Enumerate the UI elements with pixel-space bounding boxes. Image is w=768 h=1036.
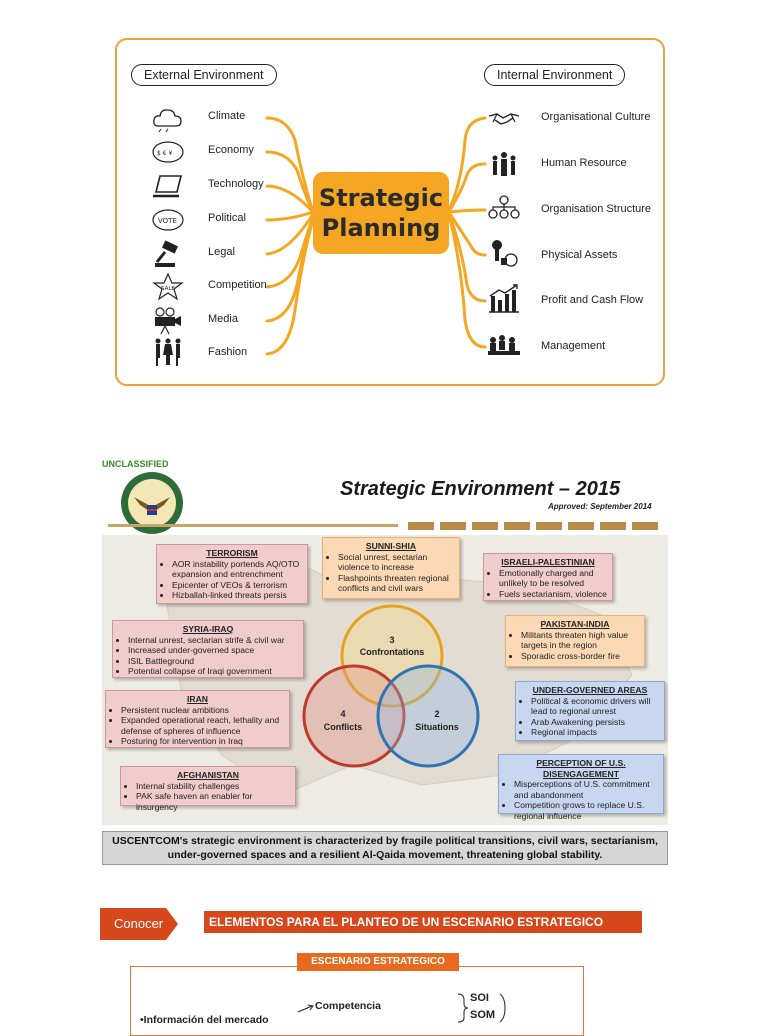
box-item: • Emotionally charged and unlikely to be resolved [499,568,607,589]
external-item-climate: Climate [208,110,246,122]
box-item: • Internal stability challenges [136,781,290,792]
box-item: • Persistent nuclear ambitions [121,705,284,716]
meeting-icon [487,332,521,362]
box-sunni-shia [322,537,460,599]
bottom-summary: USCENTCOM's strategic environment is characterized by fragile political transitions, civil wars, sectarianism, under-governed spaces and a resilient Al-Qaida movement, threatening global stability. [102,831,668,865]
venn-left-label: Conflicts [323,722,363,732]
gavel-icon [151,240,185,270]
box-item: • Flashpoints threaten regional conflicts and civil wars [338,573,454,594]
soi-label: SOI [470,992,489,1004]
header-rule [108,522,663,530]
conocer-text: Conocer [114,916,164,931]
box-item: • Posturing for intervention in Iraq [121,736,284,747]
box-israeli-palestinian [483,553,613,601]
box-syria-iraq [112,620,304,678]
box-item: • PAK safe haven an enabler for insurgency [136,791,290,812]
header-bar [204,911,642,933]
external-item-legal: Legal [208,246,235,258]
box-title: SUNNI-SHIA [365,541,417,551]
box-item: • Regional impacts [531,727,659,738]
venn-top-number: 3 [389,635,395,645]
box-terrorism [156,544,308,604]
box-item: • Social unrest, sectarian violence to increase [338,552,454,573]
venn-top-label: Confrontations [359,647,425,657]
box-item: • Hizballah-linked threats persis [172,590,302,601]
competencia-label: Competencia [315,1000,381,1012]
fashion-people-icon [151,337,185,367]
internal-environment-label: Internal Environment [484,64,625,86]
right-brace-icon [498,992,508,1024]
classification-label: UNCLASSIFIED [102,459,169,469]
center-line-2: Planning [321,214,441,242]
vote-icon-text: VOTE [158,217,177,225]
box-title: TERRORISM [206,548,258,558]
box-item: • Competition grows to replace U.S. regional influence [514,800,658,821]
sale-icon-text: SALE [161,286,175,292]
box-item: • AOR instability portends AQ/OTO expansion and entrenchment [172,559,302,580]
box-item: • ISIL Battleground [128,656,298,667]
center-line-1: Strategic [318,184,444,212]
box-item: • Potential collapse of Iraqi government [128,666,298,677]
box-item: • Internal unrest, sectarian strife & civil war [128,635,298,646]
box-item: • Misperceptions of U.S. commitment and abandonment [514,779,658,800]
box-pakistan-india [505,615,645,667]
external-item-political: Political [208,212,246,224]
laptop-icon [151,172,185,202]
external-item-fashion: Fashion [208,346,248,358]
strategic-planning-center [313,172,449,254]
org-chart-icon [487,194,521,224]
growth-chart-icon [487,284,521,314]
box-title: IRAN [186,694,208,704]
box-item: • Fuels sectarianism, violence [499,589,607,600]
sale-star-icon [151,272,185,302]
strategic-environment-slide [100,457,670,867]
box-afghanistan [120,766,296,812]
approved-date: Approved: September 2014 [548,502,652,511]
venn-right-label: Situations [415,722,459,732]
box-item: • Epicenter of VEOs & terrorism [172,580,302,591]
external-item-technology: Technology [208,178,264,190]
venn-right-number: 2 [434,709,440,719]
box-item: • Arab Awakening persists [531,717,659,728]
handshake-icon [487,104,521,134]
slide-title: Strategic Environment – 2015 [340,478,621,500]
internal-item-organisation-structure: Organisation Structure [541,203,652,215]
left-brace-icon [456,992,470,1024]
box-title: SYRIA-IRAQ [182,624,234,634]
external-item-competition: Competition [208,279,267,291]
internal-item-management: Management [541,340,606,352]
som-label: SOM [470,1009,496,1021]
arrow-icon [296,1002,316,1014]
box-under-governed-areas [515,681,665,741]
box-item: • Militants threaten high value targets in the region [521,630,639,651]
box-item: • Expanded operational reach, lethality and defense of spheres of influence [121,715,284,736]
venn-left-number: 4 [340,709,346,719]
box-title: PERCEPTION OF U.S. DISENGAGEMENT [536,758,626,779]
box-item: • Sporadic cross-border fire [521,651,639,662]
box-iran [105,690,290,748]
box-perception-us-disengagement [498,754,664,821]
strategic-planning-diagram [115,38,665,386]
internal-item-human-resource: Human Resource [541,157,627,169]
box-title: AFGHANISTAN [177,770,239,780]
assets-icon [487,238,521,268]
box-item: • Increased under-governed space [128,645,298,656]
vote-icon [151,206,185,236]
box-title: UNDER-GOVERNED AREAS [532,685,648,695]
economy-icon [151,138,185,168]
external-item-media: Media [208,313,238,325]
box-title: ISRAELI-PALESTINIAN [501,557,595,567]
cloud-icon [151,104,185,134]
header-text: ELEMENTOS PARA EL PLANTEO DE UN ESCENARIO ESTRATEGICO [209,915,604,929]
venn-diagram [300,602,485,772]
internal-item-physical-assets: Physical Assets [541,249,618,261]
conocer-tag [100,908,170,938]
external-item-economy: Economy [208,144,254,156]
box-title: PAKISTAN-INDIA [540,619,610,629]
escenario-subheader: ESCENARIO ESTRATEGICO [297,953,459,971]
box-item: • Political & economic drivers will lead to regional unrest [531,696,659,717]
external-environment-label: External Environment [131,64,277,86]
svg-text:$ € ¥: $ € ¥ [157,150,173,157]
internal-item-profit-cash-flow: Profit and Cash Flow [541,294,644,306]
internal-item-organisational-culture: Organisational Culture [541,111,651,123]
camera-icon [151,305,185,335]
informacion-mercado: •Información del mercado [140,1014,269,1026]
people-icon [487,150,521,180]
escenario-estrategico-slide [100,906,660,1024]
